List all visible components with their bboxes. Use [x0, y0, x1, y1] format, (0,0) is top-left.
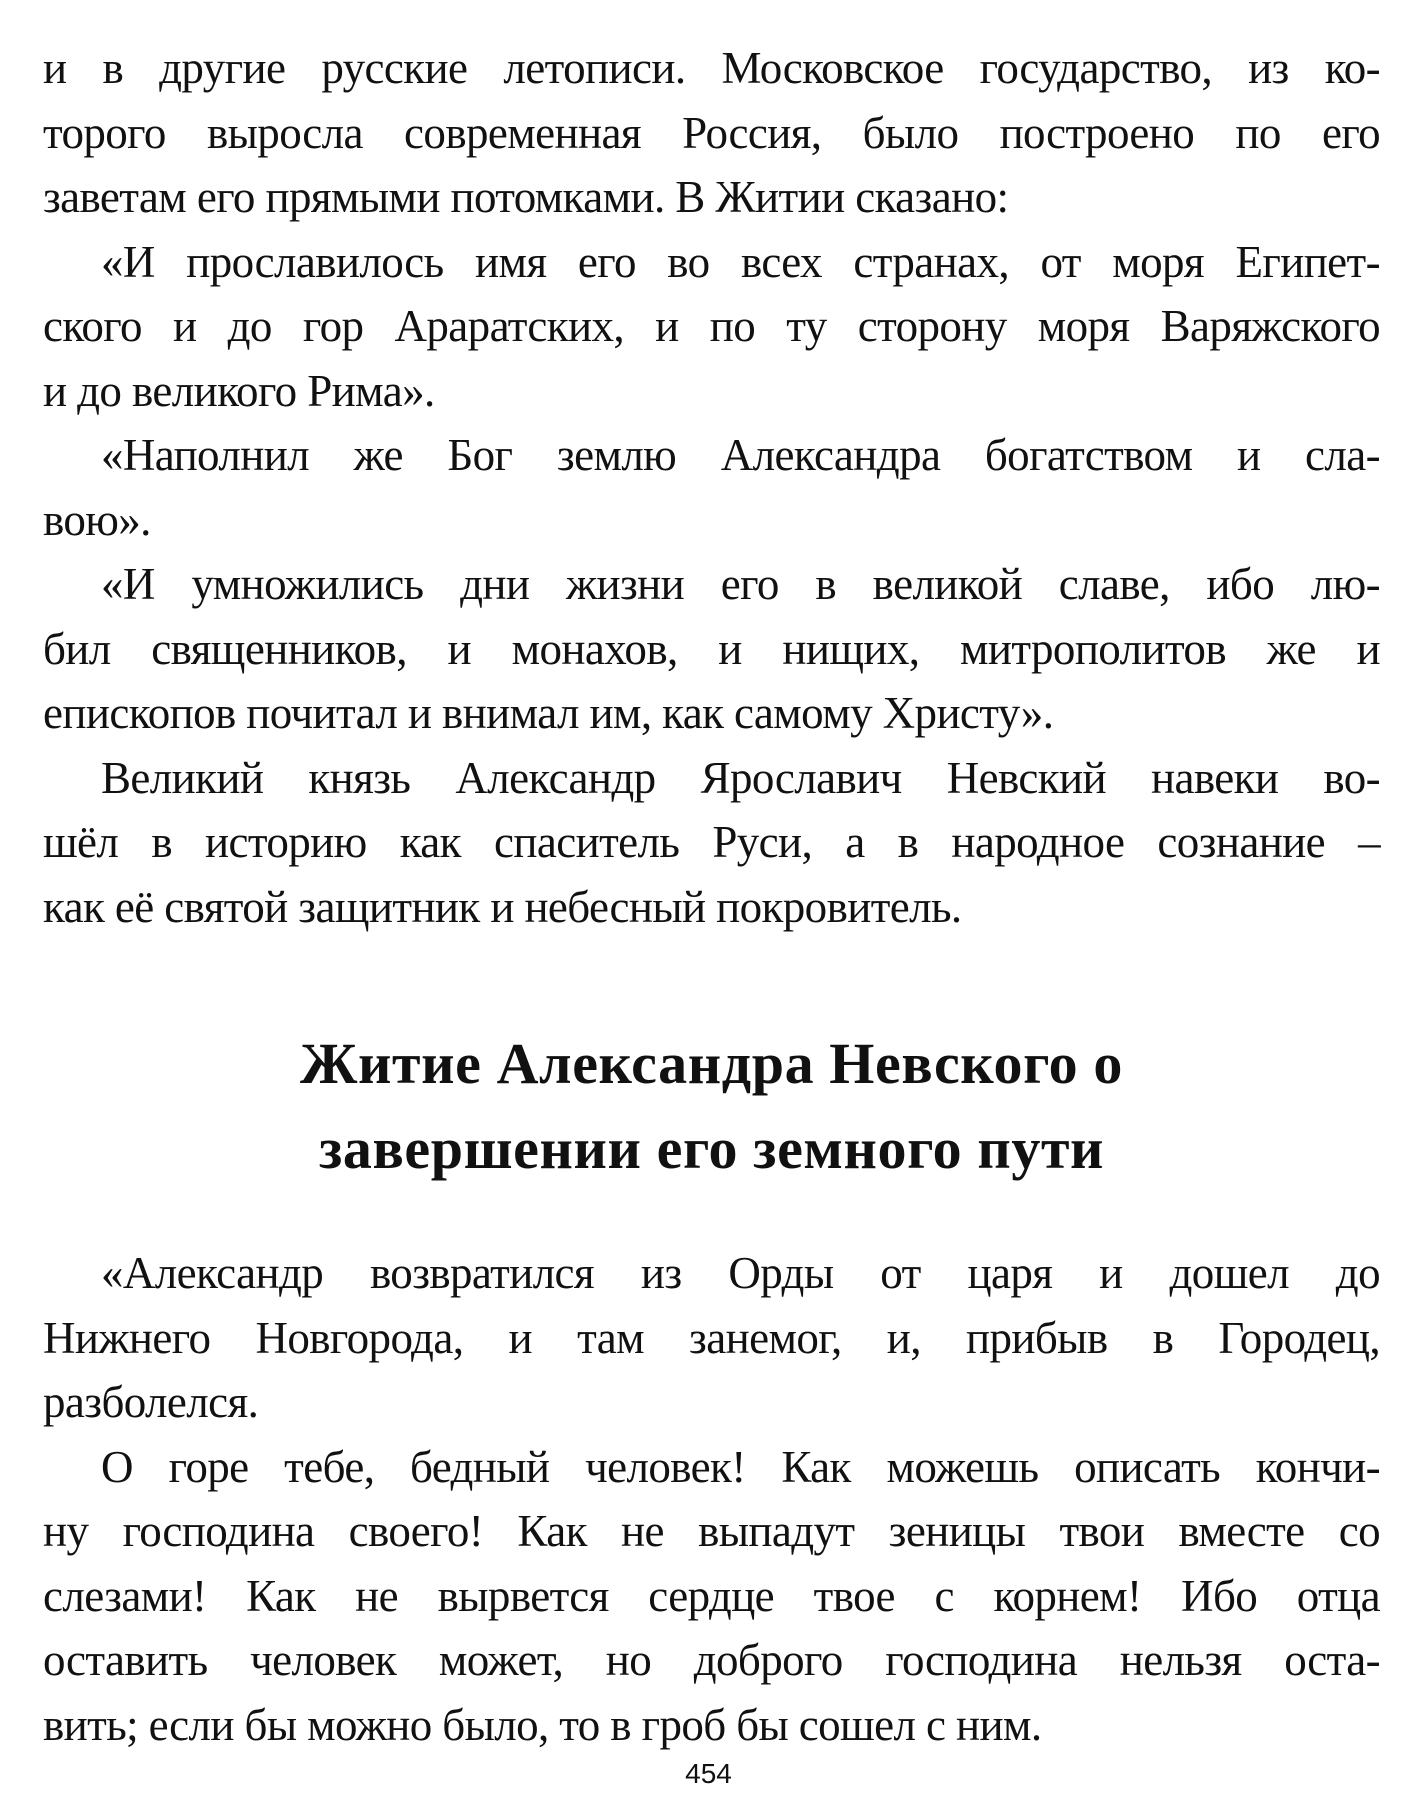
text-line: как её святой защитник и небесный покровитель. — [43, 881, 962, 932]
text-line: разболелся. — [43, 1377, 259, 1427]
text-line: епископов почитал и внимал им, как самому Христу». — [43, 688, 1054, 738]
paragraph-quote-return — [43, 1241, 1380, 1435]
section-heading — [43, 1021, 1380, 1191]
text-line: Нижнего Новгорода, и там занемог, и, прибыв в Городец, — [43, 1312, 1380, 1363]
page-number: 454 — [685, 1758, 732, 1789]
text-line: заветам его прямыми потомками. В Житии сказано: — [43, 172, 1009, 222]
heading-line: Житие Александра Невского о — [300, 1031, 1123, 1096]
text-line: слезами! Как не вырвется сердце твое с корнем! Ибо отца — [43, 1570, 1380, 1621]
paragraph-intro — [43, 36, 1380, 230]
paragraph-lament — [43, 1435, 1380, 1758]
text-line: «Наполнил же Бог землю Александра богатством и сла- — [101, 430, 1380, 480]
text-line: Великий князь Александр Ярославич Невский навеки во- — [101, 752, 1380, 803]
text-line: и в другие русские летописи. Московское государство, из ко- — [43, 43, 1380, 93]
text-line: «И прославилось имя его во всех странах, от моря Египет- — [101, 236, 1380, 287]
heading-line: завершении его земного пути — [318, 1116, 1105, 1181]
text-line: бил священников, и монахов, и нищих, митрополитов же и — [43, 623, 1380, 674]
text-line: оставить человек может, но доброго господина нельзя оста- — [43, 1635, 1380, 1685]
text-line: «И умножились дни жизни его в великой славе, ибо лю- — [101, 559, 1380, 609]
paragraph-nevsky-legacy — [43, 746, 1380, 940]
page-body — [43, 36, 1380, 1757]
paragraph-quote-wealth — [43, 423, 1380, 552]
text-line: О горе тебе, бедный человек! Как можешь описать кончи- — [101, 1441, 1380, 1492]
text-line: ского и до гор Араратских, и по ту сторону моря Варяжского — [43, 301, 1380, 351]
paragraph-quote-glory — [43, 230, 1380, 424]
text-line: торого выросла современная Россия, было построено по его — [43, 107, 1380, 158]
text-line: вою». — [43, 494, 151, 545]
text-line: и до великого Рима». — [43, 365, 435, 416]
text-line: вить; если бы можно было, то в гроб бы сошел с ним. — [43, 1699, 1042, 1750]
text-line: ну господина своего! Как не выпадут зеницы твои вместе со — [43, 1506, 1380, 1556]
text-line: «Александр возвратился из Орды от царя и дошел до — [101, 1248, 1380, 1298]
text-line: шёл в историю как спаситель Руси, а в народное сознание – — [43, 817, 1380, 867]
paragraph-quote-days — [43, 552, 1380, 746]
